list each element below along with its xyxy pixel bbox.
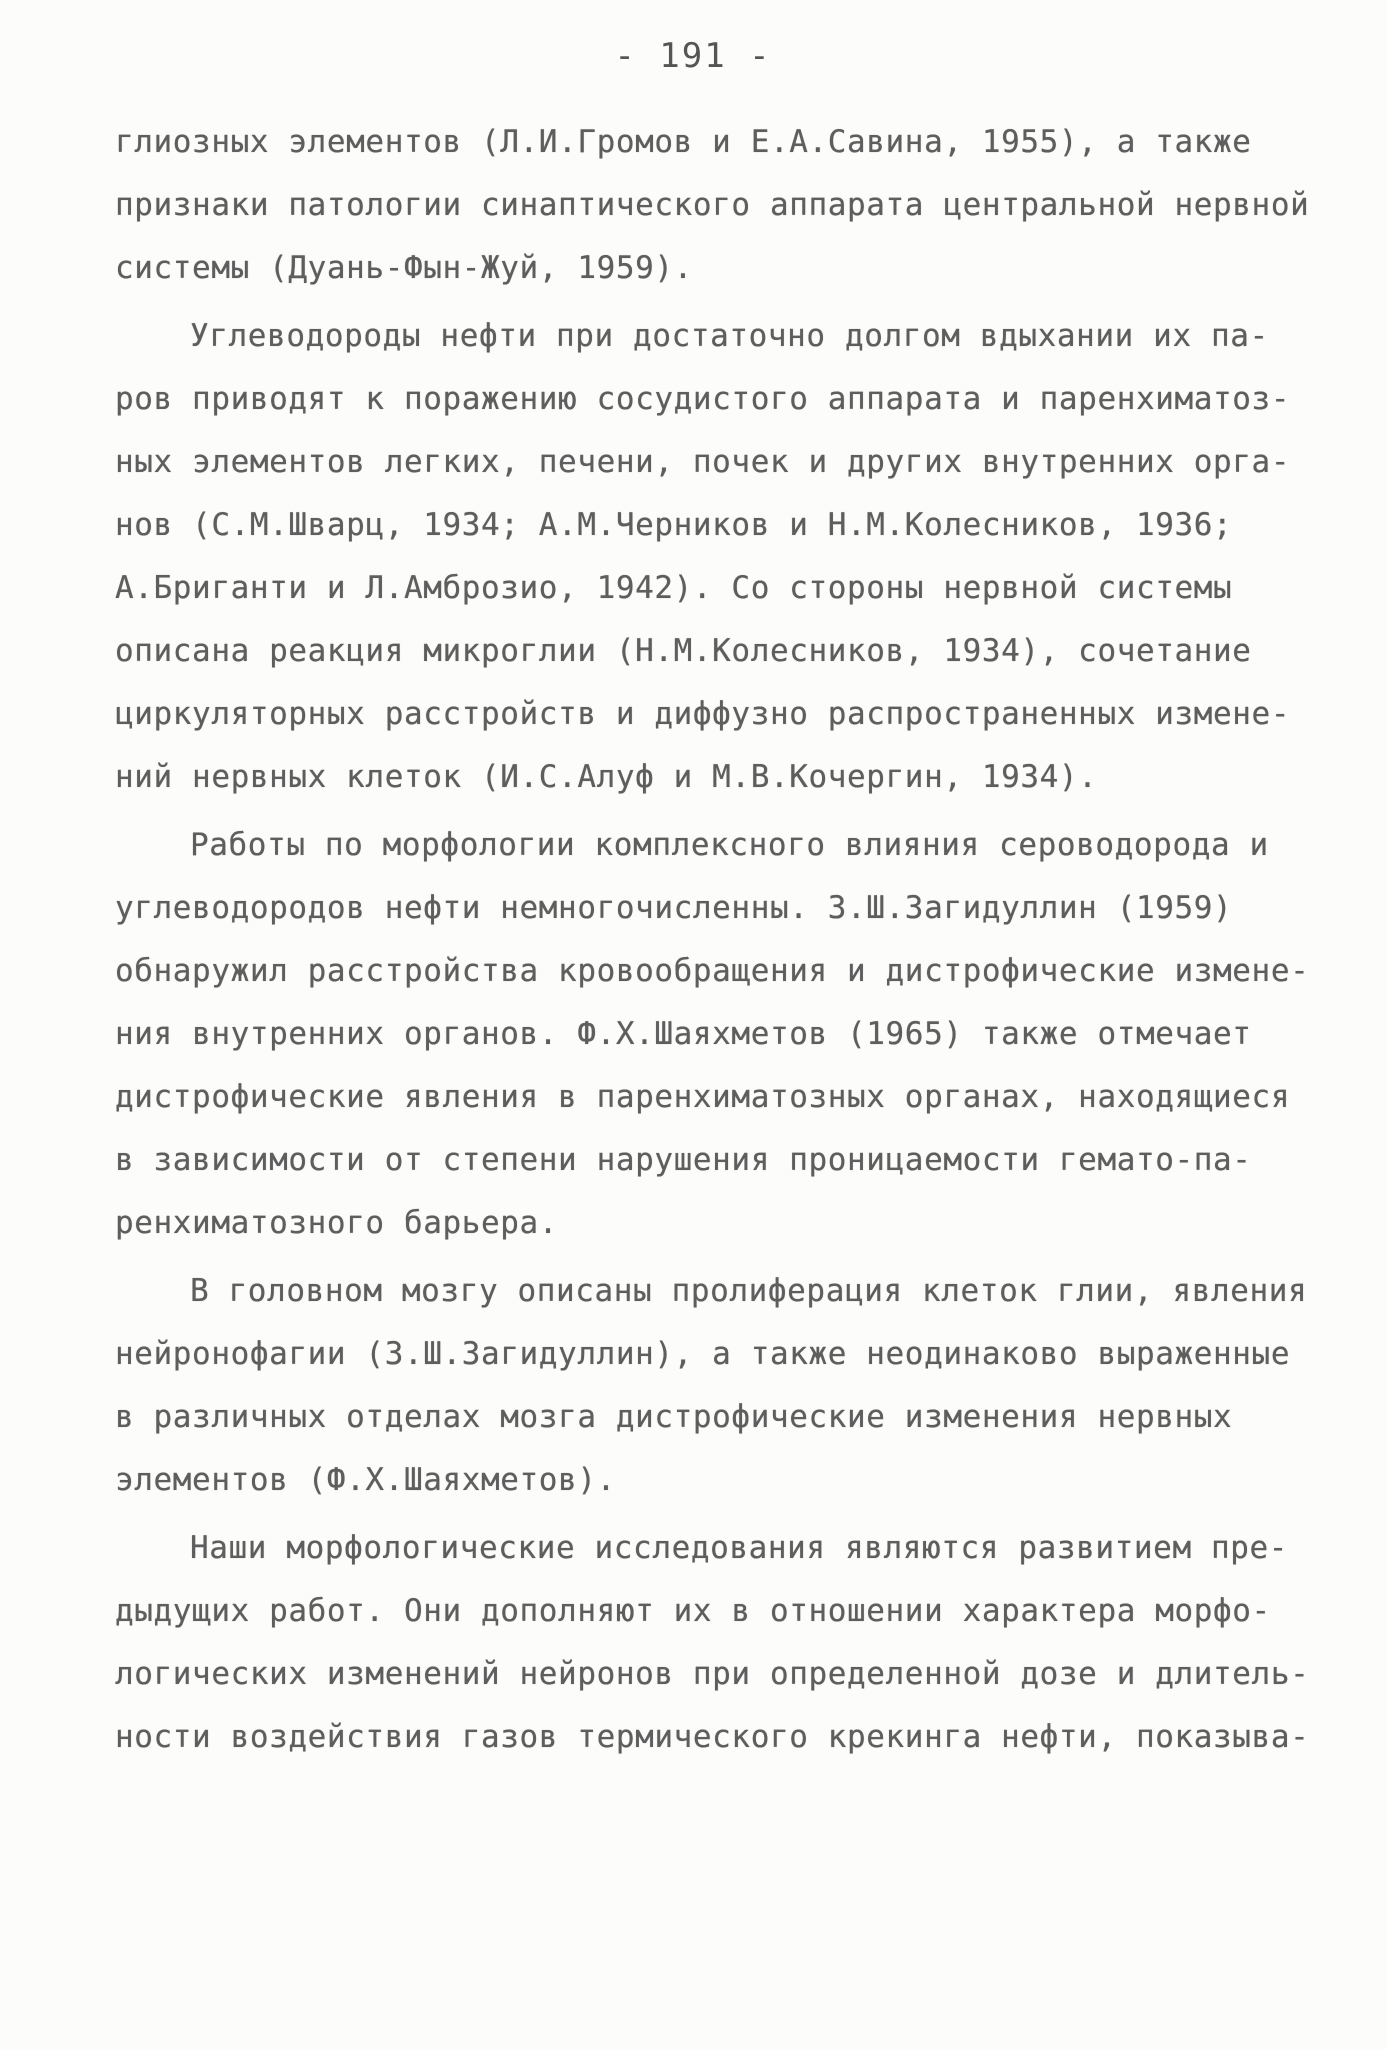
text-line: ренхиматозного барьера. <box>115 1205 559 1241</box>
text-line: признаки патологии синаптического аппарата центральной нервной <box>115 187 1310 223</box>
text-line: нов (С.М.Шварц, 1934; А.М.Черников и Н.М.Колесников, 1936; <box>115 507 1233 543</box>
text-line: ров приводят к поражению сосудистого аппарата и паренхиматоз- <box>115 381 1291 417</box>
text-line: углеводородов нефти немногочисленны. З.Ш.Загидуллин (1959) <box>115 890 1233 926</box>
text-line: дистрофические явления в паренхиматозных органах, находящиеся <box>115 1079 1291 1115</box>
text-line: элементов (Ф.Х.Шаяхметов). <box>115 1462 616 1498</box>
text-line: дыдущих работ. Они дополняют их в отношении характера морфо- <box>115 1593 1271 1629</box>
text-line: глиозных элементов (Л.И.Громов и Е.А.Савина, 1955), а также <box>115 124 1252 160</box>
text-line: обнаружил расстройства кровообращения и дистрофические измене- <box>115 953 1310 989</box>
text-line: циркуляторных расстройств и диффузно распространенных измене- <box>115 696 1291 732</box>
paragraph-start-line: Углеводороды нефти при достаточно долгом вдыхании их па- <box>190 318 1269 354</box>
text-line: А.Бриганти и Л.Амброзио, 1942). Со стороны нервной системы <box>115 570 1233 606</box>
text-line: ния внутренних органов. Ф.Х.Шаяхметов (1965) также отмечает <box>115 1016 1252 1052</box>
text-line: нейронофагии (З.Ш.Загидуллин), а также неодинаково выраженные <box>115 1336 1291 1372</box>
text-line: логических изменений нейронов при определенной дозе и длитель- <box>115 1656 1310 1692</box>
text-line: в зависимости от степени нарушения проницаемости гемато-па- <box>115 1142 1252 1178</box>
text-line: описана реакция микроглии (Н.М.Колесников, 1934), сочетание <box>115 633 1252 669</box>
text-line: ности воздействия газов термического крекинга нефти, показыва- <box>115 1719 1310 1755</box>
text-line: ний нервных клеток (И.С.Алуф и М.В.Кочергин, 1934). <box>115 759 1098 795</box>
paragraph-start-line: В головном мозгу описаны пролиферация клеток глии, явления <box>190 1273 1308 1309</box>
text-line: в различных отделах мозга дистрофические изменения нервных <box>115 1399 1233 1435</box>
text-line: ных элементов легких, печени, почек и других внутренних орга- <box>115 444 1291 480</box>
paragraph-start-line: Наши морфологические исследования являются развитием пре- <box>190 1530 1289 1566</box>
text-line: системы (Дуань-Фын-Жуй, 1959). <box>115 250 693 286</box>
page-number: - 191 - <box>614 36 772 76</box>
paragraph-start-line: Работы по морфологии комплексного влияния сероводорода и <box>190 827 1269 863</box>
